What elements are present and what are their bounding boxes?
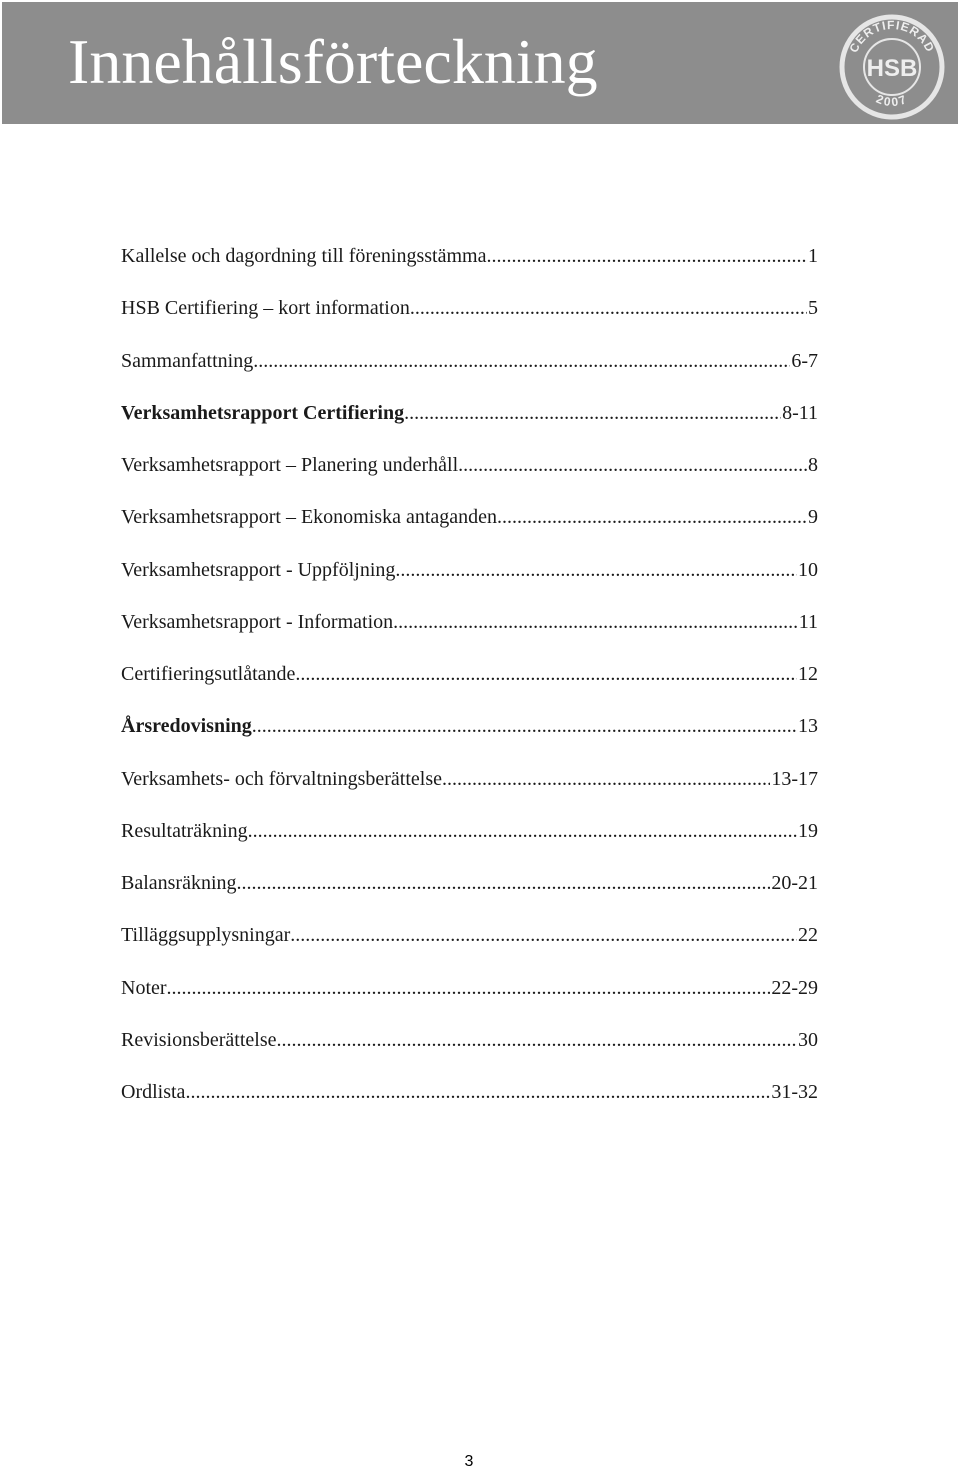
toc-dot-leader (248, 814, 797, 848)
toc-entry[interactable] (121, 239, 818, 291)
toc-entry-page: 8-11 (782, 401, 818, 424)
table-of-contents (121, 239, 818, 1127)
toc-dot-leader (458, 448, 807, 482)
toc-entry-page: 22-29 (771, 976, 818, 999)
toc-dot-leader (277, 1023, 797, 1057)
toc-entry[interactable] (121, 866, 818, 918)
toc-entry-label: HSB Certifiering – kort information (121, 297, 410, 320)
toc-entry[interactable] (121, 814, 818, 866)
toc-entry-label: Verksamhetsrapport – Planering underhåll (121, 454, 459, 476)
toc-entry-label: Verksamhetsrapport - Uppföljning (121, 558, 396, 581)
toc-entry-label: Verksamhetsrapport Certifiering (121, 401, 405, 424)
toc-entry-label: Ordlista (121, 1081, 186, 1103)
toc-entry-page: 19 (798, 819, 818, 842)
toc-entry[interactable] (121, 657, 818, 709)
toc-entry[interactable] (121, 291, 818, 343)
toc-dot-leader (295, 657, 797, 691)
toc-dot-leader (486, 239, 807, 273)
toc-entry-label: Sammanfattning (121, 349, 254, 372)
toc-entry-page: 22 (798, 924, 818, 947)
toc-entry[interactable] (121, 918, 818, 970)
toc-entry[interactable] (121, 1023, 818, 1075)
toc-entry[interactable] (121, 500, 818, 552)
toc-dot-leader (395, 553, 797, 587)
toc-dot-leader (393, 605, 798, 639)
toc-entry[interactable] (121, 709, 818, 761)
toc-entry-page: 8 (808, 454, 818, 476)
toc-entry[interactable] (121, 553, 818, 605)
toc-entry-label: Verksamhetsrapport – Ekonomiska antaganden (121, 506, 498, 529)
toc-entry-label: Verksamhetsrapport - Information (121, 610, 394, 633)
seal-center-text: HSB (866, 55, 918, 82)
toc-dot-leader (410, 291, 807, 325)
toc-entry-label: Kallelse och dagordning till föreningsstämma (121, 245, 487, 267)
toc-entry-label: Årsredovisning (121, 715, 252, 738)
toc-dot-leader (404, 396, 781, 430)
toc-entry-page: 31-32 (771, 1081, 818, 1103)
page-title: Innehållsförteckning (68, 26, 598, 97)
header-band (2, 2, 958, 124)
toc-dot-leader (252, 709, 797, 743)
toc-dot-leader (442, 762, 770, 796)
toc-entry-page: 9 (808, 506, 818, 529)
toc-entry-page: 11 (798, 610, 818, 633)
toc-entry-page: 1 (808, 245, 818, 267)
toc-entry[interactable] (121, 971, 818, 1023)
toc-entry-label: Noter (121, 976, 167, 999)
toc-entry-page: 10 (798, 558, 818, 581)
toc-entry-label: Balansräkning (121, 872, 237, 894)
toc-entry-page: 13-17 (771, 767, 818, 790)
toc-dot-leader (497, 500, 807, 534)
toc-entry-page: 20-21 (771, 872, 818, 894)
toc-entry[interactable] (121, 344, 818, 396)
toc-entry-page: 30 (798, 1028, 818, 1051)
page-number: 3 (464, 1453, 474, 1470)
seal-top-text: CERTIFIERAD (846, 17, 938, 55)
toc-dot-leader (185, 1075, 770, 1109)
toc-entry-page: 12 (798, 663, 818, 685)
hsb-certified-seal-icon (836, 14, 948, 120)
toc-entry[interactable] (121, 1075, 818, 1127)
toc-entry[interactable] (121, 396, 818, 448)
toc-entry-page: 13 (798, 715, 818, 738)
toc-entry-label: Verksamhets- och förvaltningsberättelse (121, 767, 443, 790)
seal-bottom-text: 2007 (874, 91, 910, 110)
toc-entry[interactable] (121, 448, 818, 500)
toc-dot-leader (167, 971, 771, 1005)
toc-entry-label: Resultaträkning (121, 819, 248, 842)
toc-entry-page: 6-7 (791, 349, 818, 372)
toc-entry[interactable] (121, 605, 818, 657)
toc-dot-leader (253, 344, 790, 378)
toc-dot-leader (237, 866, 771, 900)
toc-entry-label: Certifieringsutlåtande (121, 663, 296, 685)
toc-dot-leader (290, 918, 797, 952)
toc-entry-label: Revisionsberättelse (121, 1028, 277, 1051)
toc-entry[interactable] (121, 762, 818, 814)
toc-entry-label: Tilläggsupplysningar (121, 924, 291, 947)
toc-entry-page: 5 (808, 297, 818, 320)
